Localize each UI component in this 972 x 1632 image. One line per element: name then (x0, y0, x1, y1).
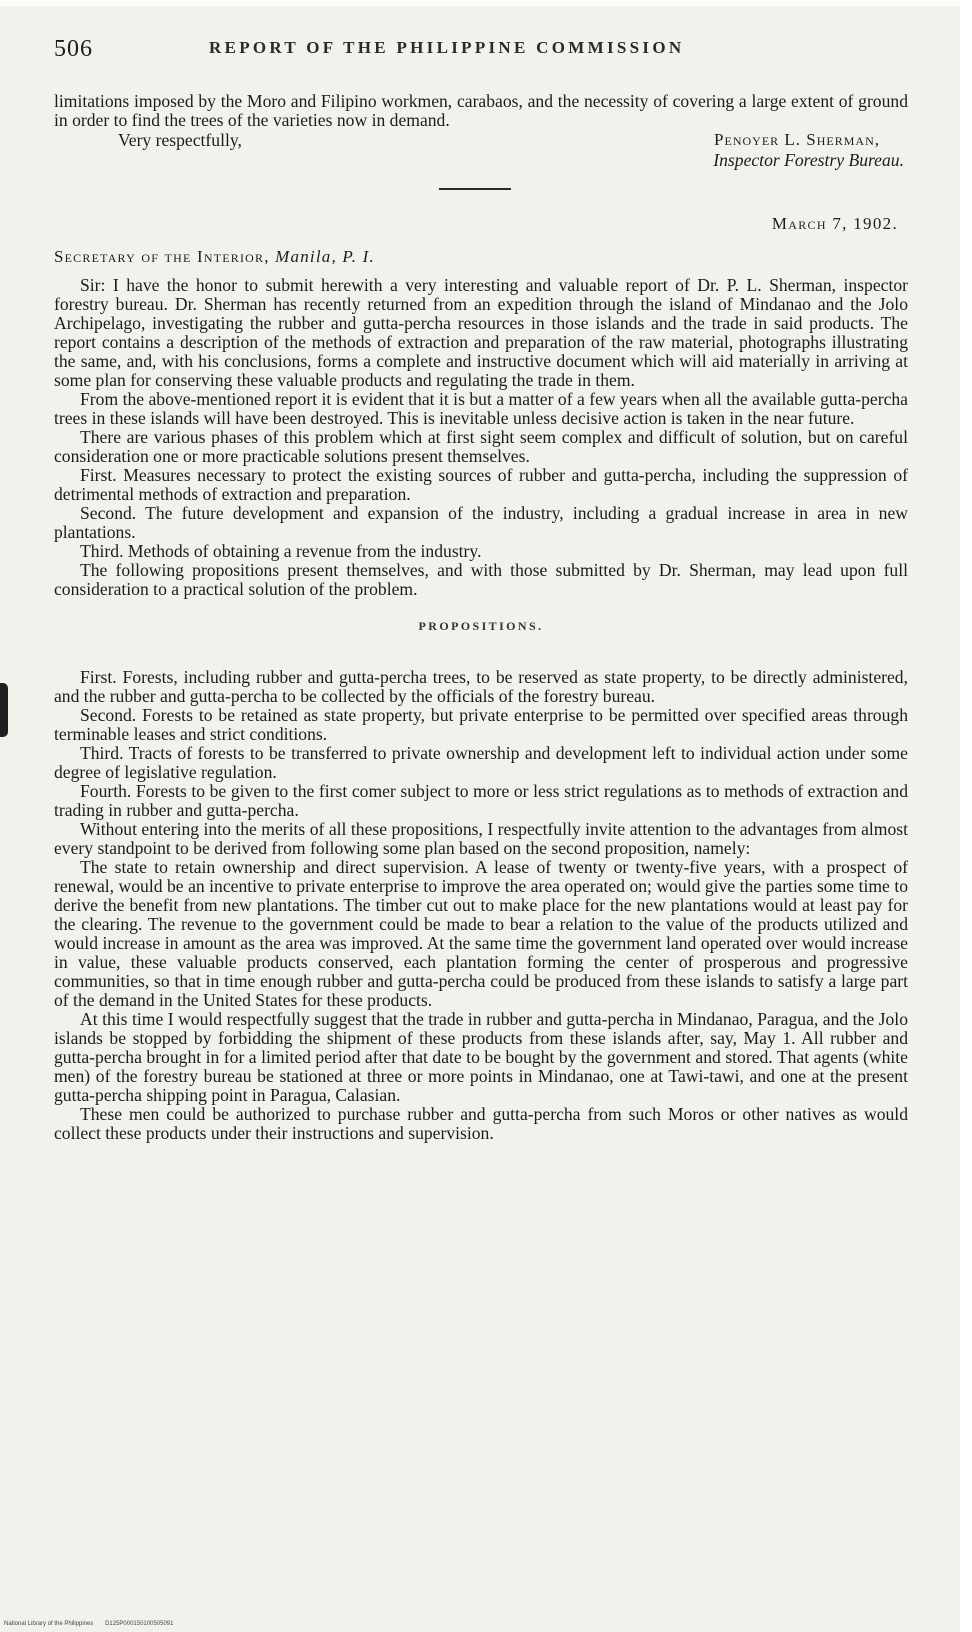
page-content (54, 30, 908, 1143)
body-paragraph: Third. Methods of obtaining a revenue from the industry. (80, 541, 482, 561)
body-paragraph: The following propositions present themselves, and with those submitted by Dr. Sherman, may lead upon full consideration to a practical solution of the problem. (54, 560, 908, 599)
footer-record-id: D125P000150100505091 (105, 1621, 174, 1627)
proposition-paragraph: Without entering into the merits of all these propositions, I respectfully invite attention to the advantages from almost every standpoint to be derived from following some plan based on the second proposition, namely: (54, 819, 908, 858)
valediction: Very respectfully, (118, 130, 242, 150)
body-paragraph: Sir: I have the honor to submit herewith a very interesting and valuable report of Dr. P. L. Sherman, inspector forestry bureau. Dr. Sherman has recently returned from an expedition through the island of Mindanao and the Jolo Archipelago, investigating the rubber and gutta-percha resources in those islands and the trade in said products. The report contains a description of the methods of extraction and preparation of the raw material, photographs illustrating the same, and, with his conclusions, forms a complete and instructive document which will aid materially in arriving at some plan for conserving these valuable products and regulating the trade in them. (54, 275, 908, 390)
letter2-date: March 7, 1902. (771, 214, 898, 233)
section-heading: PROPOSITIONS. (418, 619, 544, 633)
page-edge (960, 0, 972, 1632)
proposition-paragraph: Second. Forests to be retained as state property, but private enterprise to be permitted over specified areas through terminable leases and strict conditions. (54, 705, 908, 744)
proposition-paragraph: At this time I would respectfully suggest that the trade in rubber and gutta-percha in Mindanao, Paragua, and the Jolo islands be stopped by forbidding the shipment of these products from these islands after, say, May 1. All rubber and gutta-percha brought in for a limited period after that date to be bought by the government and stored. That agents (white men) of the forestry bureau be stationed at three or more points in Mindanao, one at Tawi-tawi, and one at the present gutta-percha shipping point in Paragua, Calasian. (54, 1009, 908, 1105)
proposition-paragraph: First. Forests, including rubber and gutta-percha trees, to be reserved as state property, to be directly administered, and the rubber and gutta-percha to be collected by the officials of the forestry bureau. (54, 667, 908, 706)
letter2-body (54, 276, 908, 599)
top-margin (0, 0, 960, 6)
proposition-paragraph: These men could be authorized to purchase rubber and gutta-percha from such Moros or other natives as would collect these products under their instructions and supervision. (54, 1104, 908, 1143)
letter1-closing (54, 130, 908, 174)
footer-library: National Library of the Philippines (4, 1621, 94, 1627)
letter2-addressee (54, 247, 908, 267)
proposition-paragraph: Fourth. Forests to be given to the first comer subject to more or less strict regulations as to methods of extraction and trading in rubber and gutta-percha. (54, 781, 908, 820)
running-title: REPORT OF THE PHILIPPINE COMMISSION (209, 38, 685, 57)
section-divider (439, 188, 511, 190)
signature: Penoyer L. Sherman, (714, 130, 880, 149)
page-header (54, 30, 908, 70)
body-paragraph: There are various phases of this problem which at first sight seem complex and difficult of solution, but on careful consideration one or more practicable solutions present themselves. (54, 427, 908, 466)
body-paragraph: First. Measures necessary to protect the existing sources of rubber and gutta-percha, including the suppression of detrimental methods of extraction and preparation. (54, 465, 908, 504)
body-paragraph: Second. The future development and expansion of the industry, including a gradual increase in area in new plantations. (54, 503, 908, 542)
body-paragraph: From the above-mentioned report it is evident that it is but a matter of a few years when all the available gutta-percha trees in these islands will have been destroyed. This is inevitable unless decisive action is taken in the near future. (54, 389, 908, 428)
addressee-place: Manila, P. I. (275, 247, 375, 266)
propositions-list (54, 668, 908, 1143)
letter1-closing-paragraph: limitations imposed by the Moro and Filipino workmen, carabaos, and the necessity of covering a large extent of ground in order to find the trees of the varieties now in demand. (54, 91, 908, 130)
binding-mark (0, 683, 8, 737)
signature-title: Inspector Forestry Bureau. (713, 150, 904, 170)
page-number: 506 (54, 36, 93, 62)
proposition-paragraph: Third. Tracts of forests to be transferred to private ownership and development left to individual action under some degree of legislative regulation. (54, 743, 908, 782)
addressee-name: Secretary of the Interior, (54, 247, 270, 266)
proposition-paragraph: The state to retain ownership and direct supervision. A lease of twenty or twenty-five years, with a prospect of renewal, would be an incentive to private enterprise to improve the area operated on; would give the parties some time to derive the benefit from new plantations. The timber cut out to make place for the new plantations would at least pay for the clearing. The revenue to the government could be made to bear a relation to the value of the products utilized and would increase in amount as the area was improved. At the same time the government land operated over would increase in value, these valuable products conserved, each plantation forming the center of prosperous and progressive communities, so that in time enough rubber and gutta-percha could be produced from these islands to satisfy a large part of the demand in the United States for these products. (54, 857, 908, 1010)
scan-footer (4, 1621, 183, 1627)
